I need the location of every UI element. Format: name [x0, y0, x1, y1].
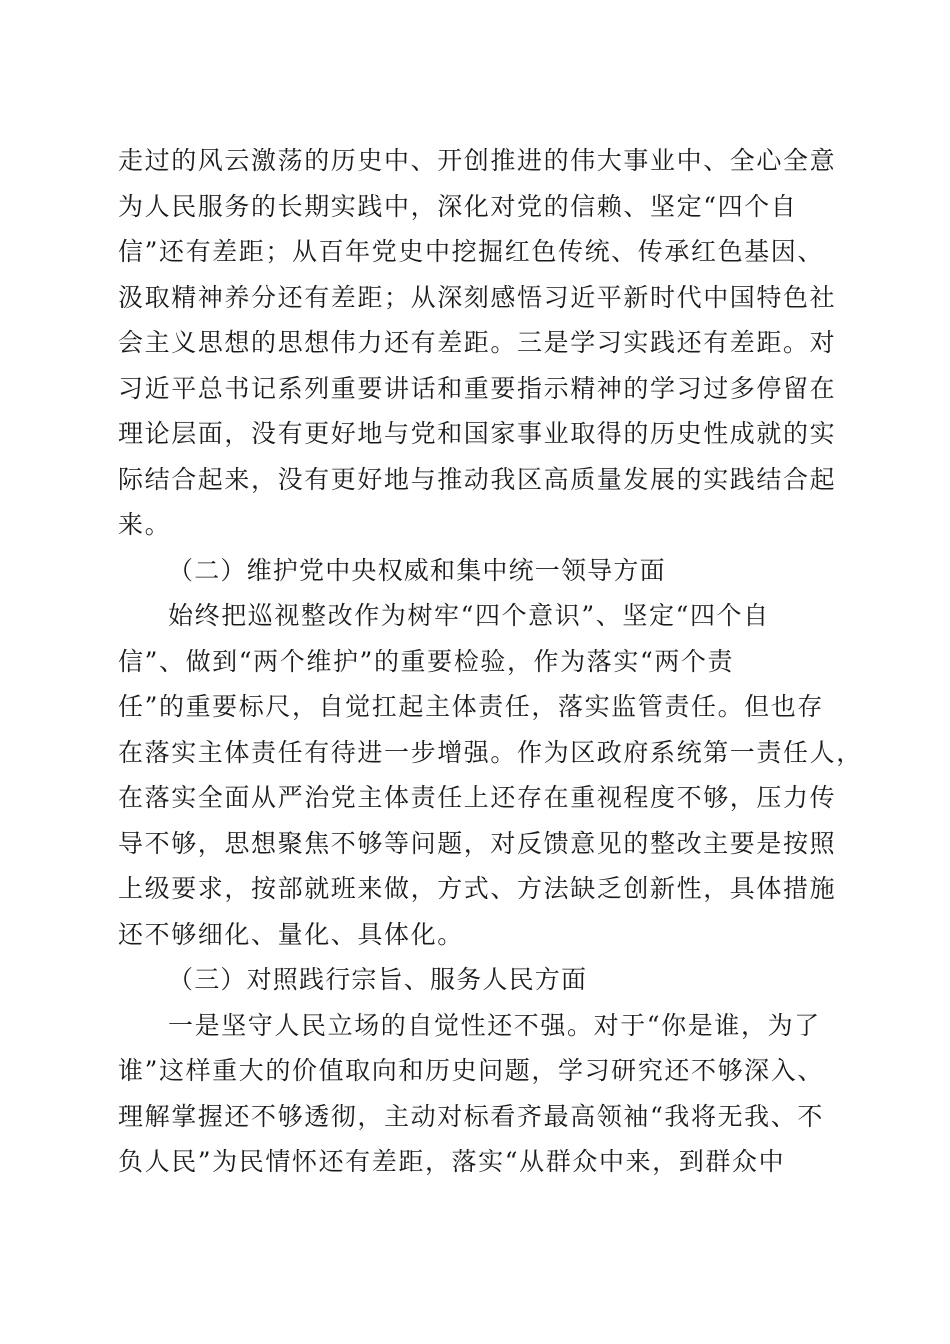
body-line: 任”的重要标尺，自觉扛起主体责任，落实监管责任。但也存	[118, 692, 824, 721]
paragraph-first-line: 始终把巡视整改作为树牢“四个意识”、坚定“四个自	[168, 601, 770, 630]
body-line: 信”还有差距；从百年党史中挖掘红色传统、传承红色基因、	[118, 237, 824, 266]
body-line: 汲取精神养分还有差距；从深刻感悟习近平新时代中国特色社	[118, 282, 837, 312]
paragraph-first-line: 一是坚守人民立场的自觉性还不强。对于“你是谁，为了	[168, 1010, 821, 1040]
body-line: 上级要求，按部就班来做，方式、方法缺乏创新性，具体措施	[118, 874, 837, 903]
body-line: 负人民”为民情怀还有差距，落实“从群众中来，到群众中	[118, 1147, 786, 1176]
body-line: 在落实全面从严治党主体责任上还存在重视程度不够，压力传	[118, 783, 837, 812]
section-heading: （三）对照践行宗旨、服务人民方面	[168, 965, 588, 994]
body-line: 在落实主体责任有待进一步增强。作为区政府系统第一责任人，	[118, 737, 863, 767]
document-page	[118, 138, 863, 1185]
body-line: 导不够，思想聚焦不够等问题，对反馈意见的整改主要是按照	[118, 828, 837, 858]
section-heading: （二）维护党中央权威和集中统一领导方面	[168, 555, 666, 585]
body-line: 谁”这样重大的价值取向和历史问题，学习研究还不够深入、	[118, 1056, 824, 1085]
body-line: 理论层面，没有更好地与党和国家事业取得的历史性成就的实	[118, 419, 837, 448]
body-line: 来。	[118, 510, 172, 539]
body-line: 理解掌握还不够透彻，主动对标看齐最高领袖“我将无我、不	[118, 1101, 824, 1131]
body-line: 为人民服务的长期实践中，深化对党的信赖、坚定“四个自	[118, 191, 798, 221]
body-line: 会主义思想的思想伟力还有差距。三是学习实践还有差距。对	[118, 328, 837, 357]
body-line: 际结合起来，没有更好地与推动我区高质量发展的实践结合起	[118, 464, 837, 494]
body-line: 信”、做到“两个维护”的重要检验，作为落实“两个责	[118, 646, 735, 676]
body-line: 习近平总书记系列重要讲话和重要指示精神的学习过多停留在	[118, 373, 837, 403]
body-line: 还不够细化、量化、具体化。	[118, 919, 464, 949]
body-line: 走过的风云激荡的历史中、开创推进的伟大事业中、全心全意	[118, 146, 837, 175]
